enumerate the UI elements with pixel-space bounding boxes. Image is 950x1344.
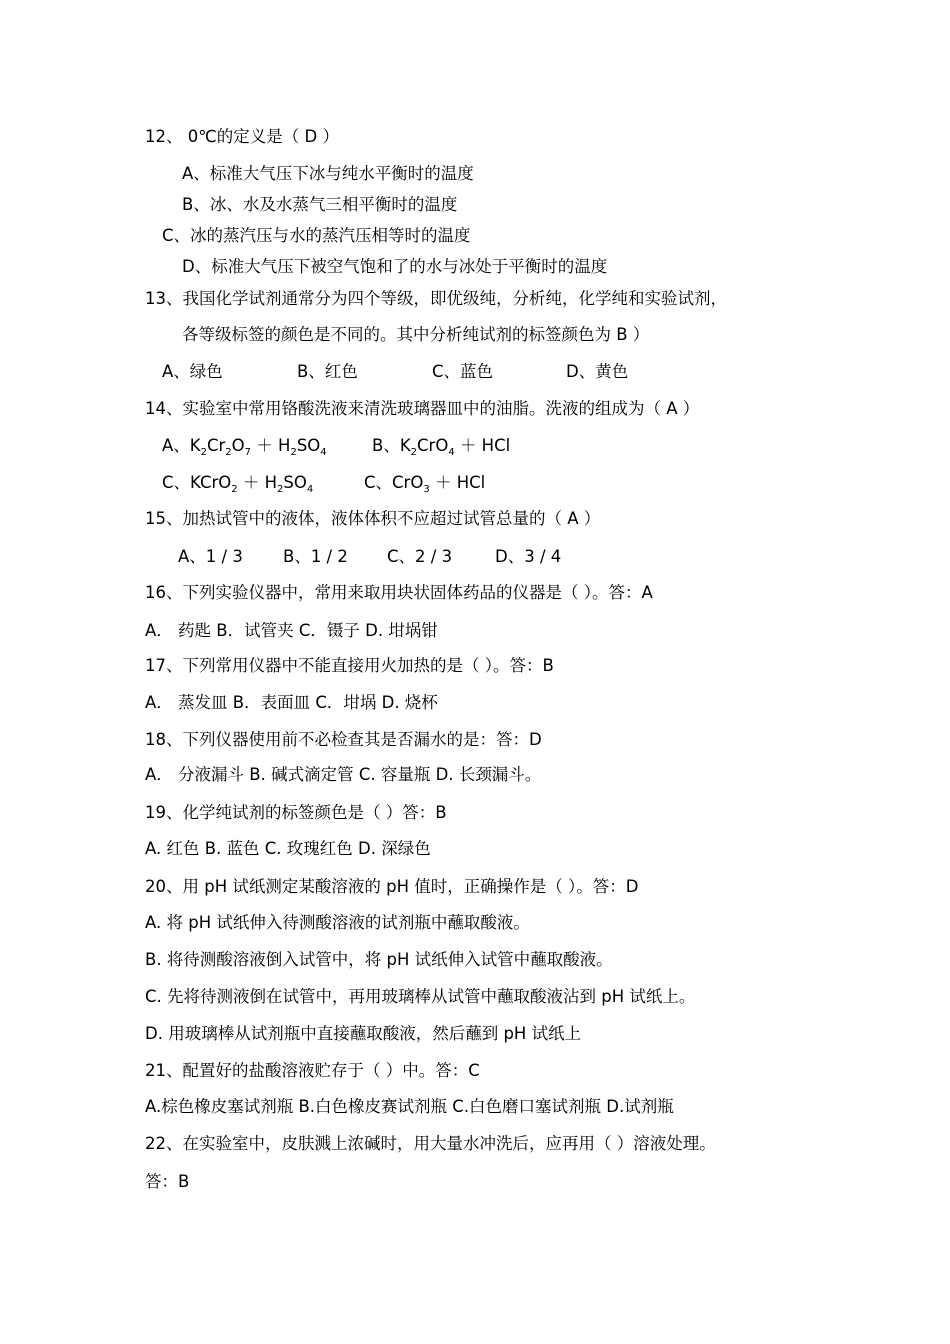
question-20-option-a: A. 将 pH 试纸伸入待测酸溶液的试剂瓶中蘸取酸液。 xyxy=(145,913,530,932)
question-20-stem: 20、用 pH 试纸测定某酸溶液的 pH 值时，正确操作是（ ）。答：D xyxy=(145,877,639,896)
question-17-options: A． 蒸发皿 B．表面皿 C．坩埚 D. 烧杯 xyxy=(145,693,438,712)
question-13-option-d: D、黄色 xyxy=(566,362,629,381)
question-20-option-b: B. 将待测酸溶液倒入试管中，将 pH 试纸伸入试管中蘸取酸液。 xyxy=(145,950,613,969)
question-21-options: A.棕色橡皮塞试剂瓶 B.白色橡皮赛试剂瓶 C.白色磨口塞试剂瓶 D.试剂瓶 xyxy=(145,1097,674,1116)
question-16-options: A． 药匙 B．试管夹 C．镊子 D. 坩埚钳 xyxy=(145,621,438,640)
question-13-option-b: B、红色 xyxy=(297,362,358,381)
question-19-stem: 19、化学纯试剂的标签颜色是（ ）答：B xyxy=(145,803,447,822)
question-19-options: A. 红色 B. 蓝色 C. 玫瑰红色 D. 深绿色 xyxy=(145,839,431,858)
question-13-stem-line1: 13、我国化学试剂通常分为四个等级，即优级纯，分析纯，化学纯和实验试剂， xyxy=(145,289,727,308)
question-14-option-b: B、$K_2CrO_4$ ＋ HCl xyxy=(372,436,511,458)
question-14-option-d: C、CrO$_3$ ＋ HCl xyxy=(364,473,486,495)
question-15-option-d: D、3 / 4 xyxy=(495,547,562,566)
question-12-option-c: C、冰的蒸汽压与水的蒸汽压相等时的温度 xyxy=(162,226,471,245)
question-20-option-c: C. 先将待测液倒在试管中，再用玻璃棒从试管中蘸取酸液沾到 pH 试纸上。 xyxy=(145,987,696,1006)
question-13-stem-line2: 各等级标签的颜色是不同的。其中分析纯试剂的标签颜色为 B ） xyxy=(182,325,650,344)
question-12-stem: 12、 0℃的定义是（ D ） xyxy=(145,127,339,146)
question-18-stem: 18、下列仪器使用前不必检查其是否漏水的是：答：D xyxy=(145,730,542,749)
question-13-options xyxy=(162,361,762,385)
question-13-option-a: A、绿色 xyxy=(162,362,223,381)
question-12-option-b: B、冰、水及水蒸气三相平衡时的温度 xyxy=(182,195,458,214)
question-14-options-row2 xyxy=(162,472,762,496)
question-18-options: A． 分液漏斗 B. 碱式滴定管 C. 容量瓶 D. 长颈漏斗。 xyxy=(145,765,542,784)
question-15-option-b: B、1 / 2 xyxy=(283,547,348,566)
question-21-stem: 21、配置好的盐酸溶液贮存于（ ）中。答：C xyxy=(145,1061,480,1080)
question-13-option-c: C、蓝色 xyxy=(432,362,494,381)
question-14-option-a: A、$K_2Cr_2O_7 + H_2SO_4$ xyxy=(162,436,327,458)
question-22-answer: 答：B xyxy=(145,1172,190,1191)
question-14-option-c: C、KCrO$_2$ ＋ $H_2SO_4$ xyxy=(162,473,314,495)
question-14-options-row1 xyxy=(162,435,762,459)
question-15-option-a: A、1 / 3 xyxy=(178,547,243,566)
question-15-option-c: C、2 / 3 xyxy=(387,547,453,566)
question-15-options xyxy=(178,546,778,570)
question-22-stem: 22、在实验室中，皮肤溅上浓碱时，用大量水冲洗后，应再用（ ）溶液处理。 xyxy=(145,1134,716,1153)
question-12-option-d: D、标准大气压下被空气饱和了的水与冰处于平衡时的温度 xyxy=(182,257,608,276)
question-17-stem: 17、下列常用仪器中不能直接用火加热的是（ ）。答：B xyxy=(145,656,554,675)
question-12-option-a: A、标准大气压下冰与纯水平衡时的温度 xyxy=(182,164,474,183)
question-20-option-d: D. 用玻璃棒从试剂瓶中直接蘸取酸液，然后蘸到 pH 试纸上 xyxy=(145,1024,582,1043)
question-15-stem: 15、加热试管中的液体，液体体积不应超过试管总量的（ A ） xyxy=(145,509,601,528)
question-14-stem: 14、实验室中常用铬酸洗液来清洗玻璃器皿中的油脂。洗液的组成为（ A ） xyxy=(145,399,700,418)
question-16-stem: 16、下列实验仪器中，常用来取用块状固体药品的仪器是（ ）。答：A xyxy=(145,583,653,602)
